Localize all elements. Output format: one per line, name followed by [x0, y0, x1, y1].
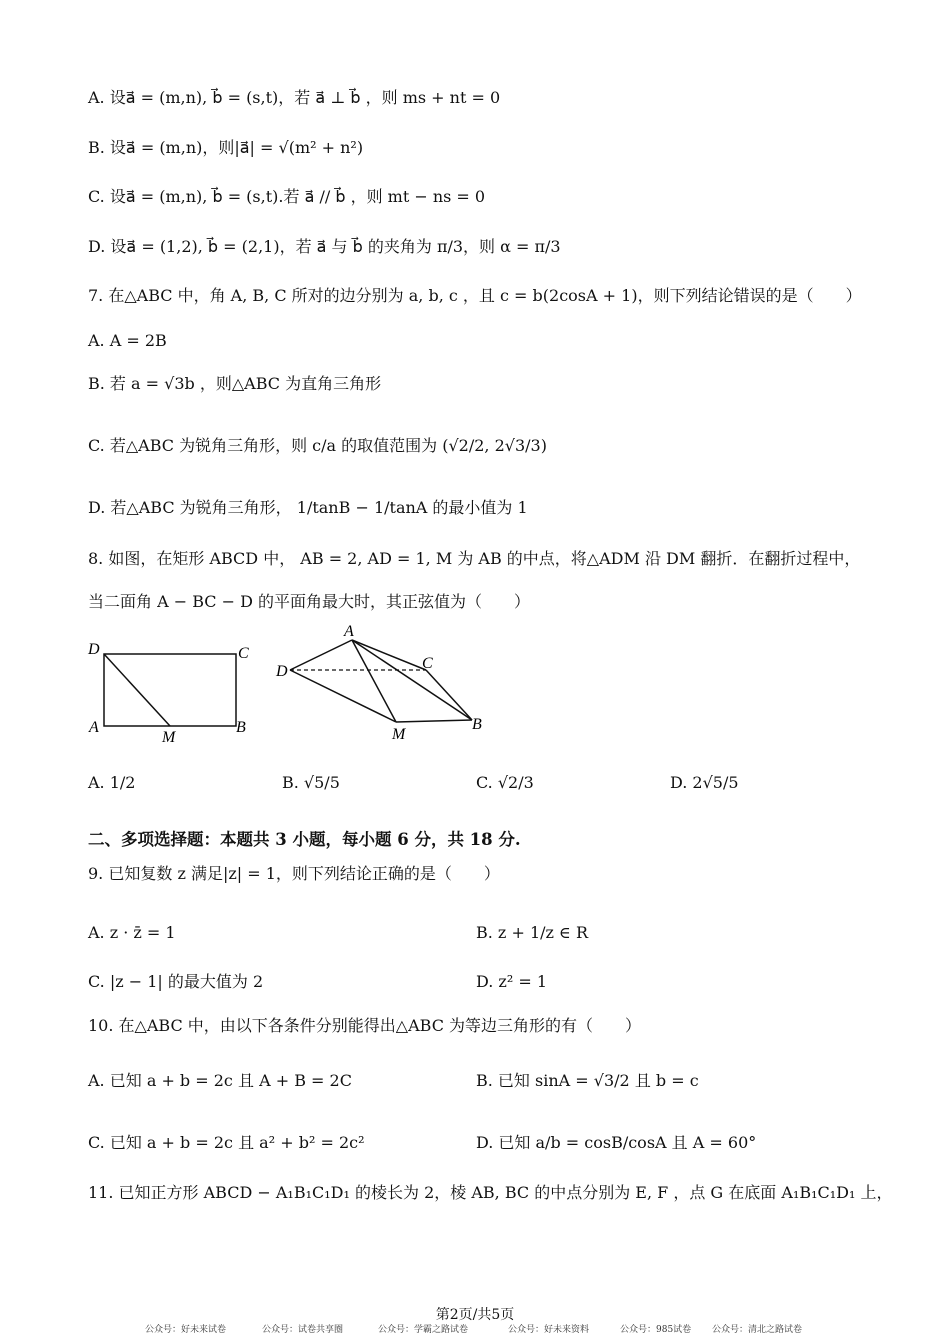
q9-option-c: C. |z − 1| 的最大值为 2	[88, 972, 264, 991]
segment-dm	[104, 654, 170, 726]
edge-dm	[290, 670, 396, 722]
rectangle-figure	[84, 636, 254, 748]
q9-option-b: B. z + 1/z ∈ R	[476, 923, 588, 942]
watermark-2: 公众号：试卷共享圈	[262, 1325, 344, 1335]
q10-option-d: D. 已知 a/b = cosB/cosA 且 A = 60°	[476, 1133, 757, 1152]
q9-stem: 9. 已知复数 z 满足|z| = 1，则下列结论正确的是（ ）	[88, 864, 500, 883]
watermark-4: 公众号：好未来资料	[508, 1325, 590, 1335]
q10-option-b: B. 已知 sinA = √3/2 且 b = c	[476, 1071, 699, 1090]
watermark-5: 公众号：985试卷	[620, 1325, 692, 1335]
q8-option-b: B. √5/5	[282, 773, 340, 792]
label-d: D	[88, 641, 100, 658]
label-b: B	[236, 719, 246, 736]
q6-option-c: C. 设a⃗ = (m,n), b⃗ = (s,t).若 a⃗ // b⃗ ，则 mt − ns = 0	[88, 187, 486, 206]
watermark-6: 公众号：清北之路试卷	[712, 1325, 803, 1335]
q7-stem: 7. 在△ABC 中，角 A, B, C 所对的边分别为 a, b, c ，且 c = b(2cosA + 1)，则下列结论错误的是（ ）	[88, 286, 862, 305]
label-m: M	[392, 726, 406, 743]
label-m: M	[162, 729, 176, 746]
edge-am	[352, 640, 396, 722]
q6-option-a: A. 设a⃗ = (m,n), b⃗ = (s,t)，若 a⃗ ⊥ b⃗ ，则 ms + nt = 0	[88, 88, 501, 107]
q6-option-b: B. 设a⃗ = (m,n)，则|a⃗| = √(m² + n²)	[88, 138, 364, 157]
fold-figure	[272, 618, 492, 744]
q10-stem: 10. 在△ABC 中，由以下各条件分别能得出△ABC 为等边三角形的有（ ）	[88, 1016, 642, 1035]
label-c: C	[238, 645, 249, 662]
q10-option-a: A. 已知 a + b = 2c 且 A + B = 2C	[88, 1071, 352, 1090]
watermark-3: 公众号：学霸之路试卷	[378, 1325, 469, 1335]
q8-stem-line2: 当二面角 A − BC − D 的平面角最大时，其正弦值为（ ）	[88, 592, 531, 611]
edge-ab	[352, 640, 472, 720]
q7-option-b: B. 若 a = √3b ，则△ABC 为直角三角形	[88, 374, 382, 393]
q7-option-a: A. A = 2B	[88, 331, 167, 350]
q7-option-c: C. 若△ABC 为锐角三角形，则 c/a 的取值范围为 (√2/2, 2√3/3)	[88, 436, 547, 455]
label-c: C	[422, 655, 433, 672]
q10-option-c: C. 已知 a + b = 2c 且 a² + b² = 2c²	[88, 1133, 365, 1152]
q7-option-d: D. 若△ABC 为锐角三角形， 1/tanB − 1/tanA 的最小值为 1	[88, 498, 528, 517]
edge-cb	[426, 670, 472, 720]
q9-option-d: D. z² = 1	[476, 972, 548, 991]
section-heading: 二、多项选择题：本题共 3 小题，每小题 6 分，共 18 分.	[88, 830, 521, 849]
q9-option-a: A. z · z̄ = 1	[88, 923, 176, 942]
edge-mb	[396, 720, 472, 722]
label-a: A	[344, 623, 354, 640]
q8-option-a: A. 1/2	[88, 773, 136, 792]
q8-option-d: D. 2√5/5	[670, 773, 739, 792]
q8-stem-line1: 8. 如图，在矩形 ABCD 中， AB = 2, AD = 1, M 为 AB 的中点，将△ADM 沿 DM 翻折．在翻折过程中，	[88, 549, 861, 568]
page-number: 第2页/共5页	[435, 1307, 515, 1323]
label-d: D	[276, 663, 288, 680]
rectangle-abcd	[104, 654, 236, 726]
q8-option-c: C. √2/3	[476, 773, 534, 792]
label-b: B	[472, 716, 482, 733]
edge-da	[290, 640, 352, 670]
q11-stem: 11. 已知正方形 ABCD − A₁B₁C₁D₁ 的棱长为 2，棱 AB, BC 的中点分别为 E, F ，点 G 在底面 A₁B₁C₁D₁ 上，	[88, 1183, 893, 1202]
label-a: A	[89, 719, 99, 736]
watermark-1: 公众号：好未来试卷	[145, 1325, 227, 1335]
q6-option-d: D. 设a⃗ = (1,2), b⃗ = (2,1)，若 a⃗ 与 b⃗ 的夹角为 π/3，则 α = π/3	[88, 237, 561, 256]
